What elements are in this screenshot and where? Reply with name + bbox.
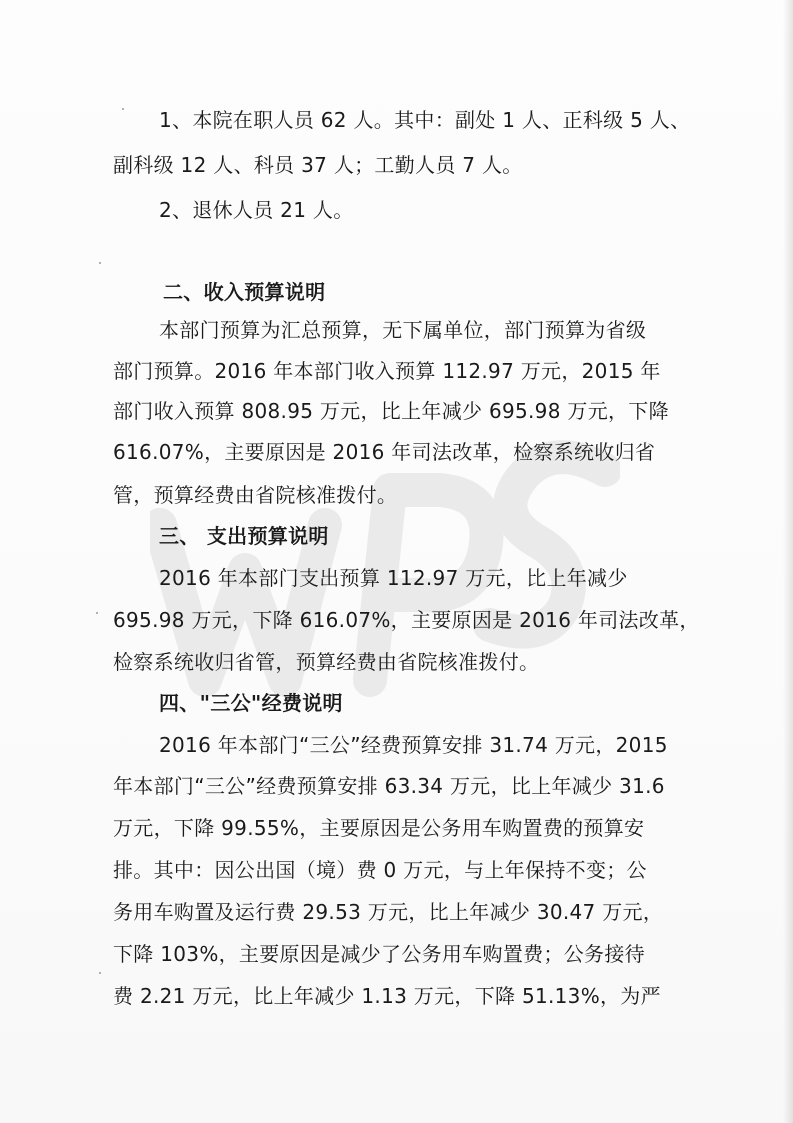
text-line: 2016 年本部门“三公”经费预算安排 31.74 万元，2015 — [159, 733, 668, 757]
text-line: 万元，下降 99.55%，主要原因是公务用车购置费的预算安 — [113, 816, 645, 840]
text-line: 部门收入预算 808.95 万元，比上年减少 695.98 万元，下降 — [113, 399, 669, 423]
text-line: 本部门预算为汇总预算，无下属单位，部门预算为省级 — [159, 318, 647, 342]
section-heading-expense: 三、 支出预算说明 — [159, 524, 329, 548]
text-line: 年本部门“三公”经费预算安排 63.34 万元，比上年减少 31.6 — [113, 774, 665, 798]
text-line: 2016 年本部门支出预算 112.97 万元，比上年减少 — [159, 566, 628, 590]
section-heading-income: 二、收入预算说明 — [163, 280, 326, 304]
text-line: 616.07%，主要原因是 2016 年司法改革，检察系统收归省 — [113, 440, 656, 464]
text-line: 排。其中：因公出国（境）费 0 万元，与上年保持不变；公 — [113, 858, 647, 882]
text-line: 费 2.21 万元，比上年减少 1.13 万元，下降 51.13%，为严 — [113, 984, 661, 1008]
text-line: 部门预算。2016 年本部门收入预算 112.97 万元，2015 年 — [113, 359, 661, 383]
text-line: 695.98 万元，下降 616.07%，主要原因是 2016 年司法改革， — [113, 608, 700, 632]
scan-edge-shadow — [783, 0, 793, 1123]
text-line: 检察系统收归省管，预算经费由省院核准拨付。 — [113, 650, 540, 674]
text-line: 管，预算经费由省院核准拨付。 — [113, 483, 398, 507]
scan-speck — [99, 262, 101, 264]
scan-speck — [96, 612, 98, 614]
text-line: 务用车购置及运行费 29.53 万元，比上年减少 30.47 万元， — [113, 900, 664, 924]
text-line: 下降 103%，主要原因是减少了公务用车购置费；公务接待 — [113, 942, 645, 966]
scan-speck — [122, 108, 124, 110]
text-line: 副科级 12 人、科员 37 人；工勤人员 7 人。 — [113, 153, 523, 177]
text-line: 1、本院在职人员 62 人。其中：副处 1 人、正科级 5 人、 — [159, 108, 691, 132]
section-heading-three-public: 四、"三公"经费说明 — [159, 691, 343, 715]
text-line: 2、退休人员 21 人。 — [159, 198, 354, 222]
scan-speck — [99, 972, 101, 974]
